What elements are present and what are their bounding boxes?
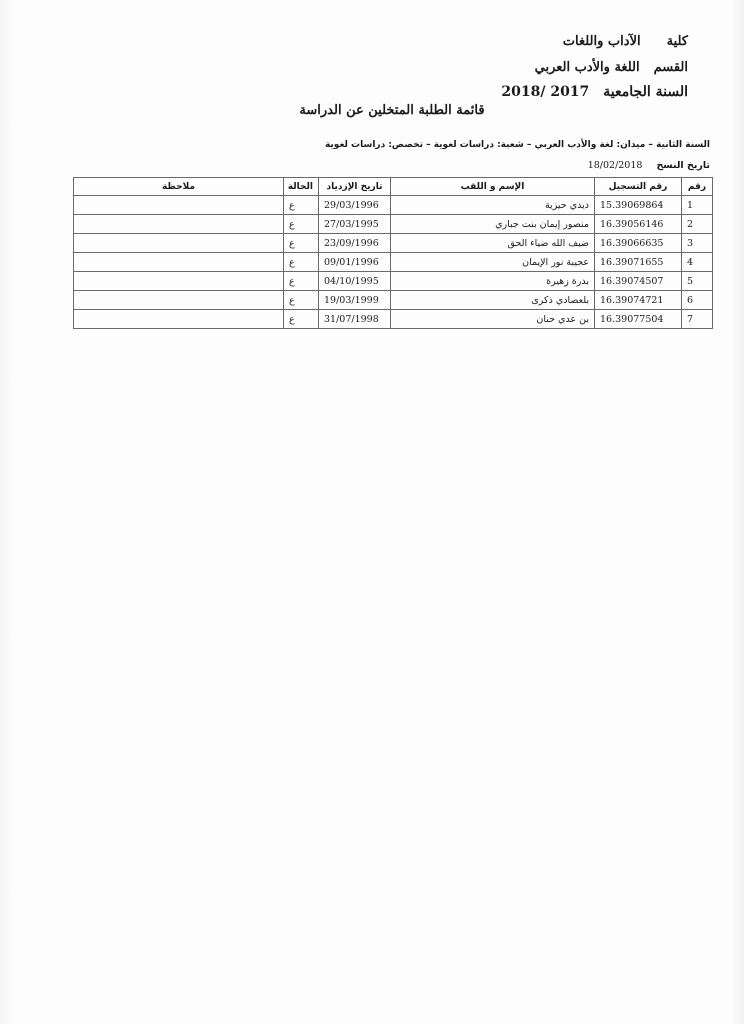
table-row <box>74 310 713 329</box>
academic-year-line <box>501 84 688 100</box>
faculty-line <box>563 34 688 49</box>
status-cell: ع <box>284 253 319 272</box>
table-row <box>74 234 713 253</box>
table-row <box>74 253 713 272</box>
status-cell: ع <box>284 234 319 253</box>
student-name-cell: بن عدي حنان <box>391 310 595 329</box>
student-name-cell: ديدي حيزية <box>391 196 595 215</box>
birthdate-cell: 29/03/1996 <box>319 196 391 215</box>
note-cell <box>74 215 284 234</box>
department-label: القسم <box>653 60 688 75</box>
birthdate-cell: 19/03/1999 <box>319 291 391 310</box>
table-row <box>74 196 713 215</box>
row-number-cell: 2 <box>682 215 713 234</box>
academic-year-label: السنة الجامعية <box>603 84 688 100</box>
registration-number-cell: 16.39066635 <box>595 234 682 253</box>
department-line <box>535 60 688 75</box>
status-cell: ع <box>284 291 319 310</box>
row-number-cell: 1 <box>682 196 713 215</box>
column-header-status: الحالة <box>284 178 319 196</box>
status-cell: ع <box>284 272 319 291</box>
student-name-cell: ضيف الله ضياء الحق <box>391 234 595 253</box>
copy-date-line <box>588 160 710 171</box>
academic-year-value: 2018/ 2017 <box>501 84 590 100</box>
row-number-cell: 5 <box>682 272 713 291</box>
note-cell <box>74 234 284 253</box>
birthdate-cell: 04/10/1995 <box>319 272 391 291</box>
row-number-cell: 4 <box>682 253 713 272</box>
status-cell: ع <box>284 215 319 234</box>
student-name-cell: بدرة زهيرة <box>391 272 595 291</box>
student-name-cell: بلعصادي ذكرى <box>391 291 595 310</box>
column-header-registration: رقم التسجيل <box>595 178 682 196</box>
row-number-cell: 6 <box>682 291 713 310</box>
table-row <box>74 272 713 291</box>
registration-number-cell: 16.39071655 <box>595 253 682 272</box>
faculty-label: كلية <box>666 34 688 49</box>
birthdate-cell: 09/01/1996 <box>319 253 391 272</box>
registration-number-cell: 16.39077504 <box>595 310 682 329</box>
copy-date-value: 18/02/2018 <box>587 160 643 171</box>
note-cell <box>74 272 284 291</box>
birthdate-cell: 23/09/1996 <box>319 234 391 253</box>
table-header-row <box>74 178 713 196</box>
student-name-cell: عجيبة نور الإيمان <box>391 253 595 272</box>
row-number-cell: 7 <box>682 310 713 329</box>
table-row <box>74 215 713 234</box>
note-cell <box>74 196 284 215</box>
registration-number-cell: 16.39056146 <box>595 215 682 234</box>
registration-number-cell: 16.39074507 <box>595 272 682 291</box>
row-number-cell: 3 <box>682 234 713 253</box>
students-table <box>73 177 713 329</box>
column-header-number: رقم <box>682 178 713 196</box>
document-title: قائمة الطلبة المتخلين عن الدراسة <box>299 103 485 118</box>
registration-number-cell: 15.39069864 <box>595 196 682 215</box>
registration-number-cell: 16.39074721 <box>595 291 682 310</box>
status-cell: ع <box>284 310 319 329</box>
note-cell <box>74 310 284 329</box>
copy-date-label: تاريخ النسخ <box>656 160 710 171</box>
note-cell <box>74 253 284 272</box>
student-name-cell: منصور إيمان بنت جباري <box>391 215 595 234</box>
column-header-note: ملاحظة <box>74 178 284 196</box>
birthdate-cell: 27/03/1995 <box>319 215 391 234</box>
column-header-birthdate: تاريخ الإزدياد <box>319 178 391 196</box>
note-cell <box>74 291 284 310</box>
department-value: اللغة والأدب العربي <box>534 60 640 75</box>
faculty-value: الآداب واللغات <box>562 34 641 49</box>
column-header-name: الإسم و اللقب <box>391 178 595 196</box>
table-row <box>74 291 713 310</box>
status-cell: ع <box>284 196 319 215</box>
birthdate-cell: 31/07/1998 <box>319 310 391 329</box>
program-info-line: السنة الثانية – ميدان: لغة والأدب العربي – شعبة: دراسات لغوية – تخصص: دراسات لغوية <box>324 140 710 150</box>
